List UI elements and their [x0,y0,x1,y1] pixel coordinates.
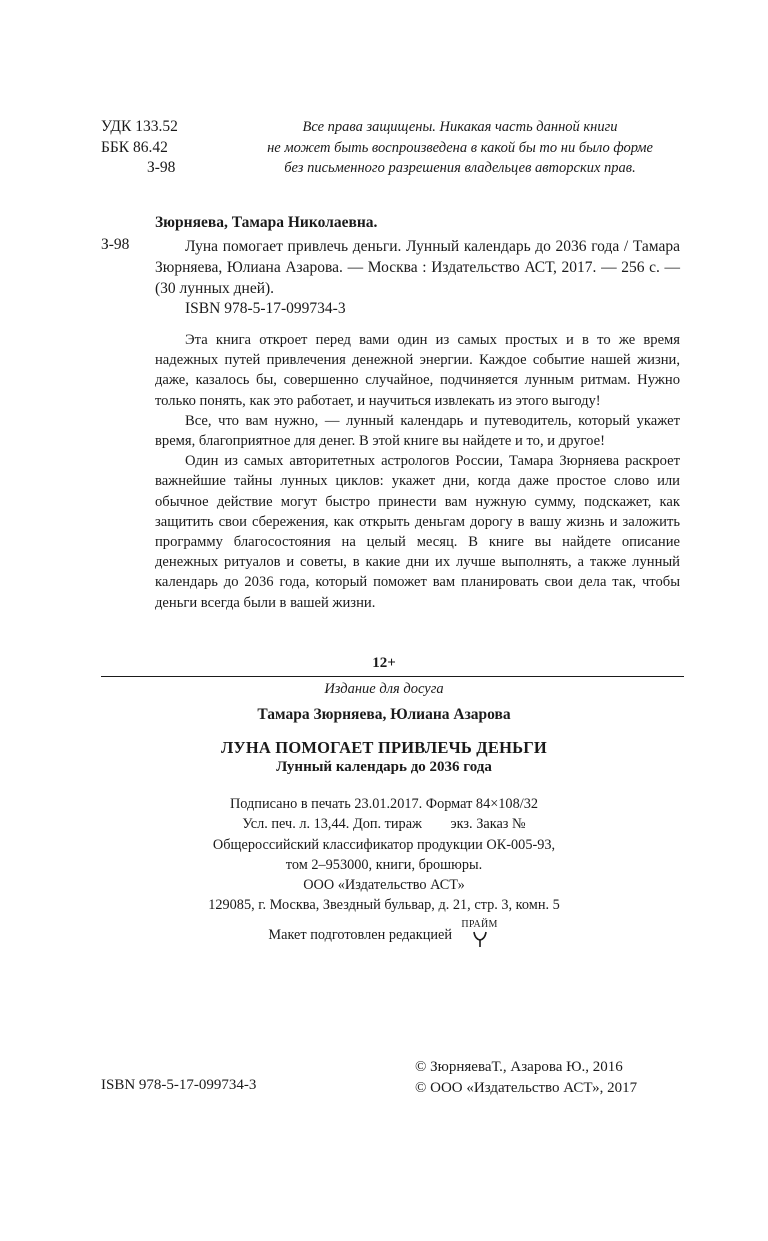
imprint-block [0,794,768,916]
copyright-line: © ООО «Издательство АСТ», 2017 [415,1080,638,1096]
imprint-sheets: Усл. печ. л. 13,44. Доп. тираж экз. Заказ № [242,816,526,833]
author-heading: Зюрняева, Тамара Николаевна. [155,214,378,231]
prime-logo [460,919,500,948]
copyright-line: © ЗюрняеваТ., Азарова Ю., 2016 [415,1059,623,1075]
prime-symbol-icon [471,930,489,948]
annotation-paragraph: Один из самых авторитетных астрологов России, Тамара Зюрняева раскроет важнейшие тайны лунных циклов: укажет дни, когда даже простое слово или обычное действие могут быстро принести вам нужную сумму, подскажет, как защитить свои сбережения, как открыть деньгам дорогу в вашу жизнь и заложить программу благосостояния на целый месяц. В книге вы найдете описание денежных ритуалов и советы, в какие дни их лучше выполнять, а также лунный календарь до 2036 года, который поможет вам планировать свои дела так, чтобы деньги всегда были в вашей жизни. [155,453,680,611]
bbk-code: ББК 86.42 [101,138,168,156]
rights-line: Все права защищены. Никакая часть данной книги [302,119,618,135]
rights-notice [240,117,680,179]
imprint-signed: Подписано в печать 23.01.2017. Формат 84×108/32 [229,796,539,812]
rights-line: без письменного разрешения владельцев авторских прав. [284,160,636,176]
copyright-block [415,1057,637,1099]
bibliographic-isbn: ISBN 978-5-17-099734-3 [185,300,346,317]
book-title: ЛУНА ПОМОГАЕТ ПРИВЛЕЧЬ ДЕНЬГИ [221,738,547,757]
imprint-classifier: том 2–953000, книги, брошюры. [285,856,483,873]
imprint-address: 129085, г. Москва, Звездный бульвар, д. 21, стр. 3, комн. 5 [208,897,560,914]
catalog-codes [101,117,178,179]
bibliographic-description: Луна помогает привлечь деньги. Лунный календарь до 2036 года / Тамара Зюрняева, Юлиана Азарова. — Москва : Издательство АСТ, 2017. — 256 с. — (30 лунных дней). [155,238,680,297]
imprint-classifier: Общероссийский классификатор продукции ОК-005-93, [212,836,556,853]
prepared-by-label: Макет подготовлен редакцией [268,927,452,943]
author-sign-code: З-98 [147,159,176,176]
edition-type: Издание для досуга [324,681,444,697]
annotation-paragraph: Эта книга откроет перед вами один из самых простых и в то же время надежных путей привлечения денежной энергии. Каждое событие нашей жизни, даже, казалось бы, совершенно случайное, подчиняется лунным ритмам. Нужно только понять, как это работает, и научиться извлекать из этого выгоду! [155,332,680,409]
age-rating: 12+ [372,655,396,671]
udk-code: УДК 133.52 [101,118,178,135]
prime-logo-text: ПРАЙМ [461,919,498,930]
imprint-publisher: ООО «Издательство АСТ» [303,877,465,894]
annotation [155,330,680,613]
annotation-paragraph: Все, что вам нужно, — лунный календарь и путеводитель, который укажет время, благоприятное для денег. В этой книге вы найдете и то, и другое! [155,412,680,450]
divider-line [101,676,684,677]
rights-line: не может быть воспроизведена в какой бы то ни было форме [267,139,653,156]
footer-isbn: ISBN 978-5-17-099734-3 [101,1077,257,1093]
bibliographic-sign: З-98 [101,236,130,253]
book-authors: Тамара Зюрняева, Юлиана Азарова [257,706,511,723]
prepared-by [0,919,768,956]
book-subtitle: Лунный календарь до 2036 года [276,759,492,775]
